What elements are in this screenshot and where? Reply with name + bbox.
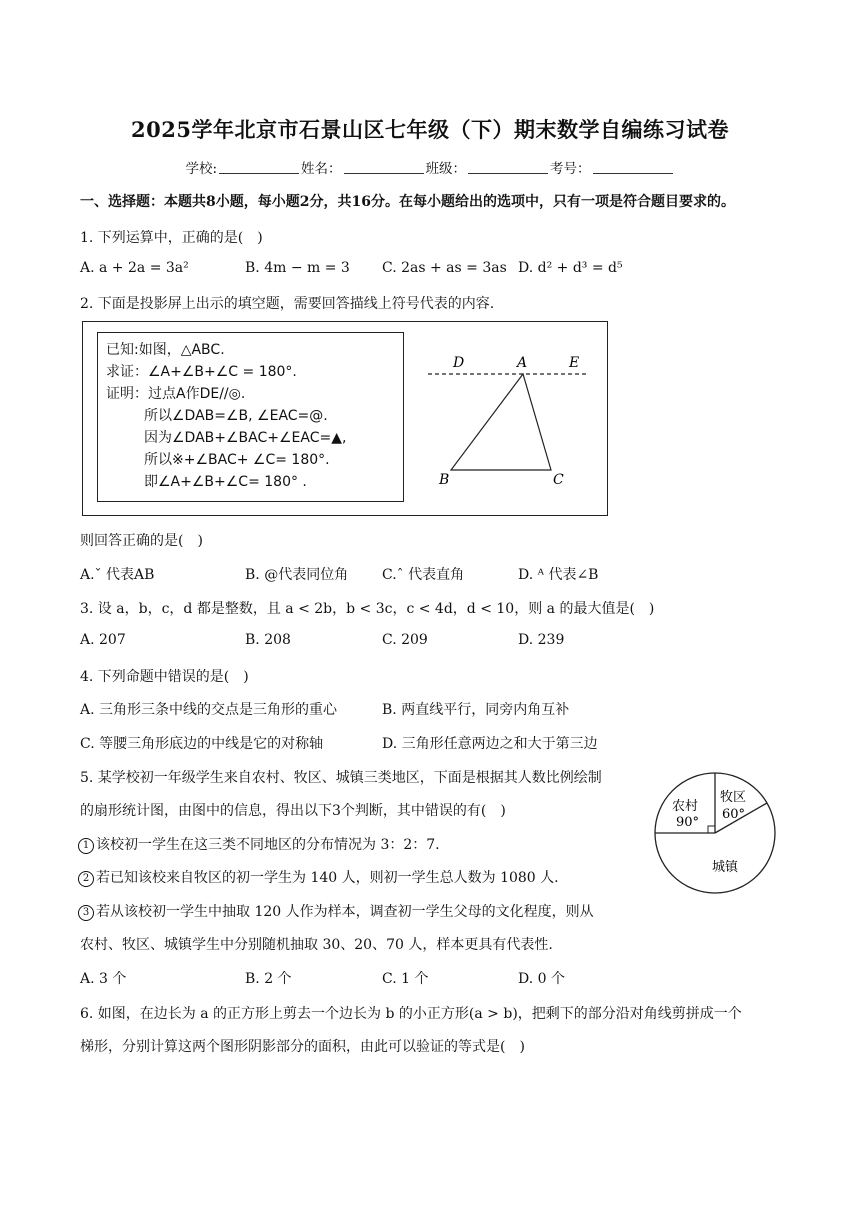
student-info-line — [0, 157, 860, 177]
q5-option-b[interactable]: B. 2 个 — [245, 971, 292, 987]
q1-option-d[interactable]: D. d² + d³ = d⁵ — [518, 260, 623, 276]
label-c: C — [553, 472, 564, 488]
exam-no-label: 考号： — [550, 161, 591, 177]
proof-line-7: 即∠A+∠B+∠C= 180° . — [144, 474, 307, 490]
pie-label-rural: 农村 — [672, 799, 699, 814]
q2-option-c[interactable]: C.ˆ 代表直角 — [382, 567, 465, 583]
section-heading: 一、选择题：本题共8小题，每小题2分，共16分。在每小题给出的选项中，只有一项是符合题目要求的。 — [80, 194, 735, 210]
school-label: 学校: — [185, 161, 218, 177]
q2-option-d[interactable]: D. ᴬ 代表∠B — [518, 567, 599, 583]
projection-screen — [82, 321, 608, 516]
proof-line-5: 因为∠DAB+∠BAC+∠EAC=▲, — [144, 430, 347, 446]
name-blank[interactable] — [344, 161, 424, 174]
q1-option-a[interactable]: A. a + 2a = 3a² — [80, 260, 189, 276]
label-e: E — [569, 355, 580, 371]
q5-option-d[interactable]: D. 0 个 — [518, 971, 565, 987]
proof-line-4: 所以∠DAB=∠B, ∠EAC=@. — [144, 408, 328, 424]
q3-option-c[interactable]: C. 209 — [382, 632, 428, 648]
q4-option-a[interactable]: A. 三角形三条中线的交点是三角形的重心 — [80, 702, 338, 718]
q2-follow: 则回答正确的是( ) — [80, 533, 203, 549]
q5-option-a[interactable]: A. 3 个 — [80, 971, 127, 987]
name-label: 姓名： — [301, 161, 342, 177]
q5-statement-2 — [78, 867, 559, 887]
q5-stem-1: 5. 某学校初一年级学生来自农村、牧区、城镇三类地区，下面是根据其人数比例绘制 — [80, 770, 602, 786]
q5-statement-3-cont: 农村、牧区、城镇学生中分别随机抽取 30、20、70 人，样本更具有代表性. — [80, 937, 553, 953]
pie-label-town: 城镇 — [712, 860, 739, 875]
q1-option-b[interactable]: B. 4m − m = 3 — [245, 260, 350, 276]
proof-line-1: 已知:如图，△ABC. — [106, 342, 225, 358]
q5-statement-1 — [78, 834, 440, 854]
proof-line-2: 求证：∠A+∠B+∠C = 180°. — [106, 364, 297, 380]
q1-stem: 1. 下列运算中，正确的是( ) — [80, 230, 263, 246]
class-label: 班级： — [425, 161, 467, 177]
label-d: D — [453, 355, 465, 371]
pie-label-pastoral: 牧区 — [720, 790, 747, 805]
page-title: 2025学年北京市石景山区七年级（下）期末数学自编练习试卷 — [131, 117, 729, 142]
q1-option-c[interactable]: C. 2as + as = 3as — [382, 260, 507, 276]
q4-stem: 4. 下列命题中错误的是( ) — [80, 669, 249, 685]
circle-number-2: 2 — [78, 871, 94, 887]
q6-stem-1: 6. 如图，在边长为 a 的正方形上剪去一个边长为 b 的小正方形(a > b)，把剩下的部分沿对角线剪拼成一个 — [80, 1006, 742, 1022]
q3-option-a[interactable]: A. 207 — [80, 632, 126, 648]
q5-s2-text: 若已知该校来自牧区的初一学生为 140 人，则初一学生总人数为 1080 人. — [96, 870, 559, 886]
pie-label-pastoral-deg: 60° — [722, 807, 746, 822]
triangle-abc — [451, 374, 551, 470]
q3-option-b[interactable]: B. 208 — [245, 632, 291, 648]
pie-label-rural-deg: 90° — [676, 815, 700, 830]
q4-option-c[interactable]: C. 等腰三角形底边的中线是它的对称轴 — [80, 736, 324, 752]
q5-statement-3 — [78, 901, 594, 921]
q5-s1-text: 该校初一学生在这三类不同地区的分布情况为 3：2：7. — [96, 837, 440, 853]
proof-line-6: 所以※+∠BAC+ ∠C= 180°. — [144, 452, 330, 468]
q2-option-b[interactable]: B. @代表同位角 — [245, 567, 349, 583]
q4-option-d[interactable]: D. 三角形任意两边之和大于第三边 — [382, 736, 598, 752]
circle-number-3: 3 — [78, 905, 94, 921]
q3-stem: 3. 设 a，b，c，d 都是整数，且 a < 2b，b < 3c，c < 4d，d < 10，则 a 的最大值是( ) — [80, 601, 655, 617]
pie-chart — [650, 768, 780, 898]
proof-line-3: 证明：过点A作DE//◎. — [106, 386, 246, 402]
q2-option-a[interactable]: A.ˇ 代表AB — [80, 567, 155, 583]
q5-option-c[interactable]: C. 1 个 — [382, 971, 429, 987]
q3-option-d[interactable]: D. 239 — [518, 632, 565, 648]
exam-no-blank[interactable] — [593, 161, 673, 174]
label-b: B — [439, 472, 450, 488]
q5-s3a-text: 若从该校初一学生中抽取 120 人作为样本，调查初一学生父母的文化程度，则从 — [96, 904, 594, 920]
q4-option-b[interactable]: B. 两直线平行，同旁内角互补 — [382, 702, 570, 718]
q2-stem: 2. 下面是投影屏上出示的填空题，需要回答描线上符号代表的内容. — [80, 296, 495, 312]
q5-stem-2: 的扇形统计图，由图中的信息，得出以下3个判断，其中错误的有( ) — [80, 803, 506, 819]
q6-stem-2: 梯形，分别计算这两个图形阴影部分的面积，由此可以验证的等式是( ) — [80, 1039, 525, 1055]
label-a: A — [517, 355, 528, 371]
class-blank[interactable] — [468, 161, 548, 174]
circle-number-1: 1 — [78, 838, 94, 854]
triangle-figure — [413, 342, 603, 492]
school-blank[interactable] — [219, 161, 299, 174]
proof-box — [97, 332, 404, 502]
